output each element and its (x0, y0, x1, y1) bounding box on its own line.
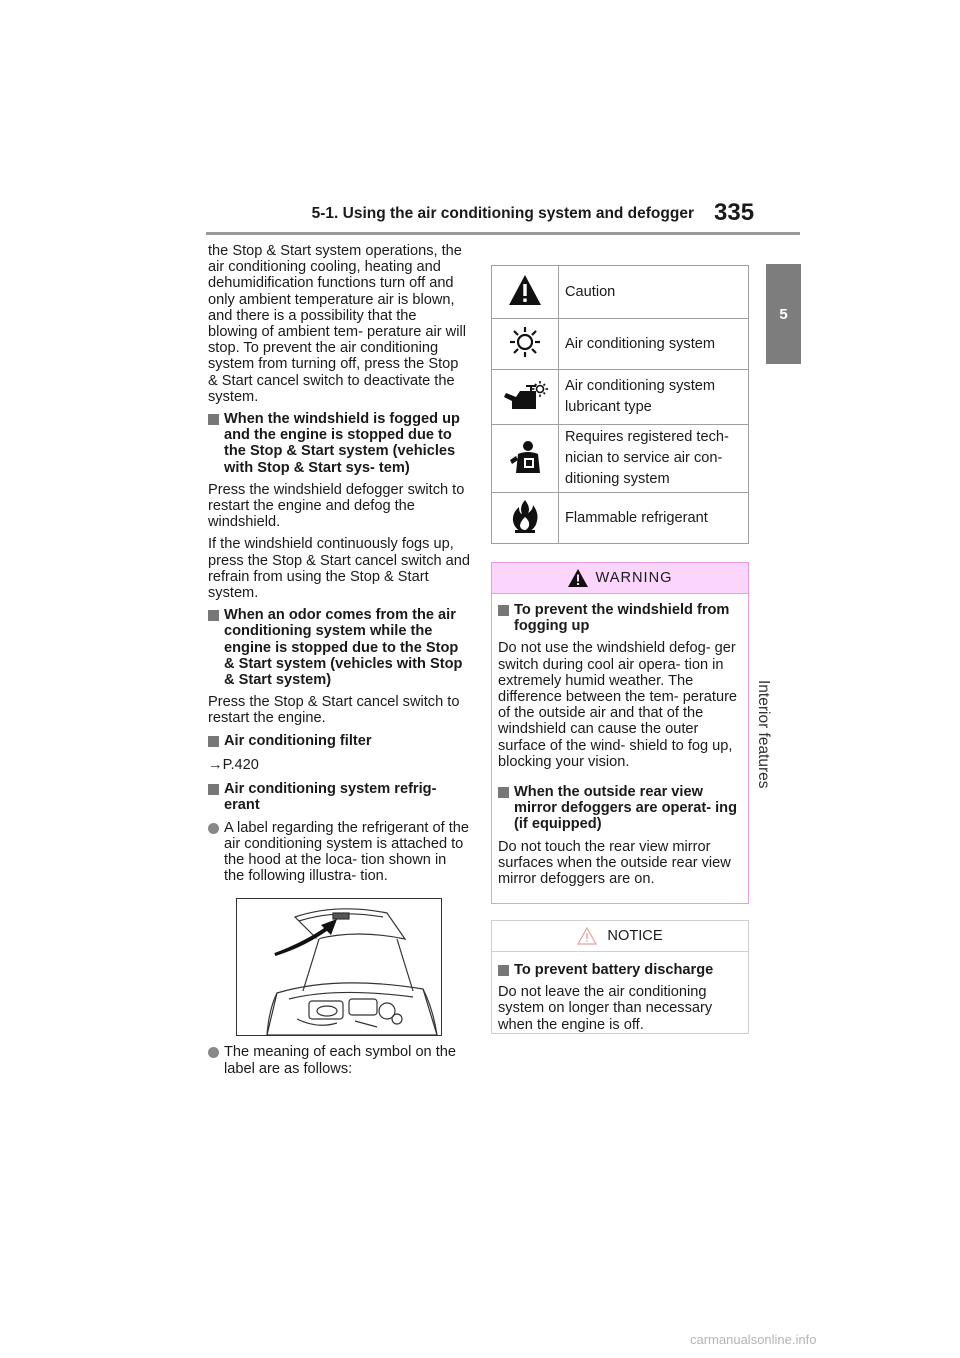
section-heading-odor: When an odor comes from the air conditioning system while the engine is stopped due to the Stop & Start system (vehicles with Stop & Start system) (208, 607, 470, 688)
section-heading-windshield-fogged: When the windshield is fogged up and the engine is stopped due to the Stop & Start system (vehicles with Stop & Start sys- tem) (208, 411, 470, 476)
notice-body (492, 952, 748, 1033)
chapter-name: Interior features (755, 680, 772, 789)
table-row (492, 370, 749, 425)
symbol-label: Flammable refrigerant (559, 493, 749, 544)
chapter-tab (766, 264, 801, 364)
section-heading-refrigerant: Air conditioning system refrig- erant (208, 781, 470, 813)
label-symbol-table (491, 265, 749, 544)
watermark: carmanualsonline.info (690, 1332, 817, 1347)
square-bullet-icon (208, 610, 219, 621)
notice-header (492, 921, 748, 952)
chapter-number: 5 (779, 305, 788, 323)
square-bullet-icon (208, 784, 219, 795)
notice-heading: To prevent battery discharge (498, 962, 742, 978)
table-row (492, 319, 749, 370)
bullet-item-label-location: A label regarding the refrigerant of the air conditioning system is attached to the hood at the loca- tion shown in the following illustra- tion. (208, 820, 470, 885)
table-row (492, 425, 749, 493)
icon-cell (492, 266, 559, 319)
icon-cell (492, 425, 559, 493)
round-bullet-icon (208, 1047, 219, 1058)
round-bullet-icon (208, 823, 219, 834)
bullet-item-symbol-meaning: The meaning of each symbol on the label are as follows: (208, 1044, 470, 1076)
warning-title: WARNING (595, 569, 673, 586)
square-bullet-icon (498, 605, 509, 616)
symbol-label: Caution (559, 266, 749, 319)
page-reference-link[interactable]: →P.420 (208, 756, 259, 773)
icon-cell (492, 319, 559, 370)
symbol-label: Requires registered tech- nician to service air con- ditioning system (559, 425, 749, 493)
warning-body (492, 594, 748, 887)
caution-triangle-icon (508, 274, 542, 306)
page-header-title: 5-1. Using the air conditioning system and defogger (311, 205, 694, 222)
intro-paragraph: the Stop & Start system operations, the air conditioning cooling, heating and dehumidification functions turn off and only ambient temperature air is blown, and there is a possibility that the blowing of ambient tem- perature air will stop. To prevent the air conditioning system from turning off, press the Stop & Start cancel switch to deactivate the system. (208, 243, 466, 405)
square-bullet-icon (208, 736, 219, 747)
left-column (208, 243, 470, 1083)
icon-cell (492, 493, 559, 544)
flame-icon (511, 499, 539, 533)
notice-paragraph: Do not leave the air conditioning system on longer than necessary when the engine is off. (498, 984, 713, 1033)
square-bullet-icon (498, 965, 509, 976)
snowflake-sun-icon (509, 326, 541, 358)
table-row (492, 493, 749, 544)
square-bullet-icon (208, 414, 219, 425)
symbol-label: Air conditioning system lubricant type (559, 370, 749, 425)
section-heading-filter: Air conditioning filter (208, 733, 470, 749)
notice-triangle-icon (577, 927, 597, 945)
notice-title: NOTICE (607, 927, 663, 944)
oil-can-icon (502, 379, 548, 411)
page-number: 335 (714, 199, 755, 226)
section2-paragraph: Press the Stop & Start cancel switch to restart the engine. (208, 694, 460, 727)
symbol-label: Air conditioning system (559, 319, 749, 370)
engine-hood-illustration-svg (237, 899, 441, 1035)
warning-box (491, 562, 749, 904)
icon-cell (492, 370, 559, 425)
warning-paragraph-2: Do not touch the rear view mirror surfaces when the outside rear view mirror defoggers are on. (498, 838, 731, 888)
section1-paragraph-1: Press the windshield defogger switch to restart the engine and defog the windshield. (208, 481, 465, 531)
header-rule (206, 232, 800, 235)
warning-heading-windshield: To prevent the windshield from fogging up (498, 602, 742, 634)
warning-paragraph-1: Do not use the windshield defog- ger switch during cool air opera- tion in extremely humid weather. The difference between the tem- perature of the outside air and that of the windshield can cause the outer surface of the wind- shield to fog up, blocking your vision. (498, 640, 738, 770)
notice-box (491, 920, 749, 1034)
table-row (492, 266, 749, 319)
section1-paragraph-2: If the windshield continuously fogs up, press the Stop & Start cancel switch and refrain from using the Stop & Start system. (208, 536, 471, 602)
square-bullet-icon (498, 787, 509, 798)
engine-hood-illustration (236, 898, 442, 1036)
warning-header (492, 563, 748, 594)
technician-icon (508, 440, 542, 474)
warning-heading-mirror: When the outside rear view mirror defoggers are operat- ing (if equipped) (498, 784, 742, 833)
warning-triangle-icon (568, 569, 588, 587)
